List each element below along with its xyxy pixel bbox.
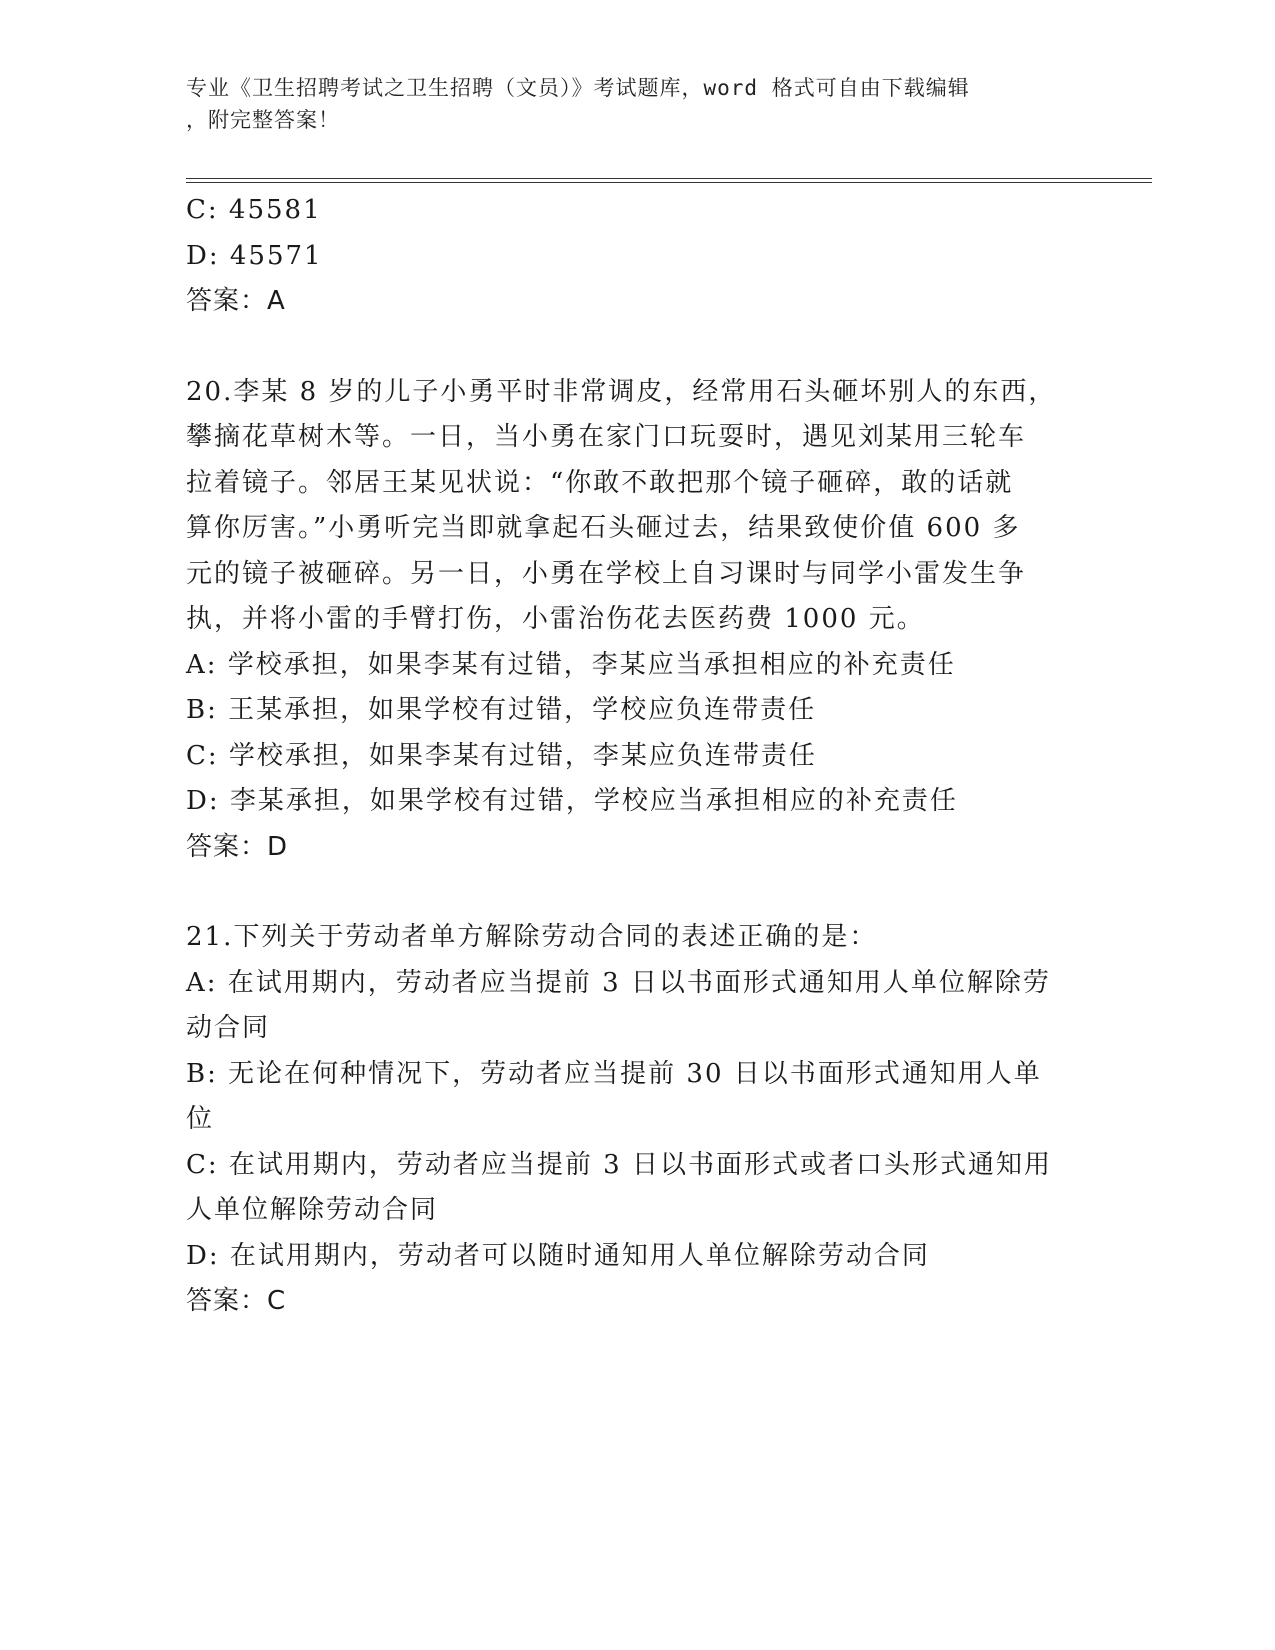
- option-c: C: 45581: [186, 195, 322, 225]
- question-stem-line: 攀摘花草树木等。一日，当小勇在家门口玩耍时，遇见刘某用三轮车: [186, 422, 1027, 452]
- option-b: B: 无论在何种情况下，劳动者应当提前 30 日以书面形式通知用人单: [186, 1058, 1042, 1089]
- header-line-1: 专业《卫生招聘考试之卫生招聘（文员）》考试题库，word 格式可自由下载编辑: [186, 76, 970, 100]
- question-stem: 21.下列关于劳动者单方解除劳动合同的表述正确的是：: [186, 922, 878, 952]
- page-header: [186, 72, 1066, 136]
- option-c: C: 学校承担，如果李某有过错，李某应负连带责任: [186, 740, 817, 771]
- option-a: A: 在试用期内，劳动者应当提前 3 日以书面形式通知用人单位解除劳: [186, 967, 1051, 998]
- question-content: [186, 188, 1086, 1325]
- answer-line: 答案：C: [186, 1286, 287, 1316]
- option-a: A: 学校承担，如果李某有过错，李某应当承担相应的补充责任: [186, 649, 956, 680]
- question-stem-line: 元的镜子被砸碎。另一日，小勇在学校上自习课时与同学小雷发生争: [186, 558, 1027, 589]
- option-c: C: 在试用期内，劳动者应当提前 3 日以书面形式或者口头形式通知用: [186, 1149, 1052, 1180]
- option-d: D: 李某承担，如果学校有过错，学校应当承担相应的补充责任: [186, 786, 958, 816]
- question-stem-line: 执，并将小雷的手臂打伤，小雷治伤花去医药费 1000 元。: [186, 604, 925, 634]
- question-stem-line: 算你厉害。”小勇听完当即就拿起石头砸过去，结果致使价值 600 多: [186, 513, 1021, 543]
- option-d: D: 45571: [186, 240, 323, 271]
- question-21: [186, 915, 1086, 1325]
- option-b: B: 王某承担，如果学校有过错，学校应负连带责任: [186, 695, 817, 725]
- question-stem-line: 20.李某 8 岁的儿子小勇平时非常调皮，经常用石头砸坏别人的东西，: [186, 376, 1057, 407]
- previous-question: [186, 188, 1086, 325]
- header-rule-bottom: [186, 182, 1152, 183]
- option-a-continued: 动合同: [186, 1013, 271, 1043]
- header-line-2: ，附完整答案！: [186, 108, 340, 132]
- option-b-continued: 位: [186, 1104, 215, 1134]
- answer-line: 答案：A: [186, 286, 286, 316]
- question-20: [186, 370, 1086, 871]
- question-stem-line: 拉着镜子。邻居王某见状说：“你敢不敢把那个镜子砸碎，敢的话就: [186, 467, 1014, 498]
- option-c-continued: 人单位解除劳动合同: [186, 1195, 439, 1225]
- option-d: D: 在试用期内，劳动者可以随时通知用人单位解除劳动合同: [186, 1240, 930, 1271]
- header-rule-top: [186, 178, 1152, 179]
- answer-line: 答案：D: [186, 831, 289, 862]
